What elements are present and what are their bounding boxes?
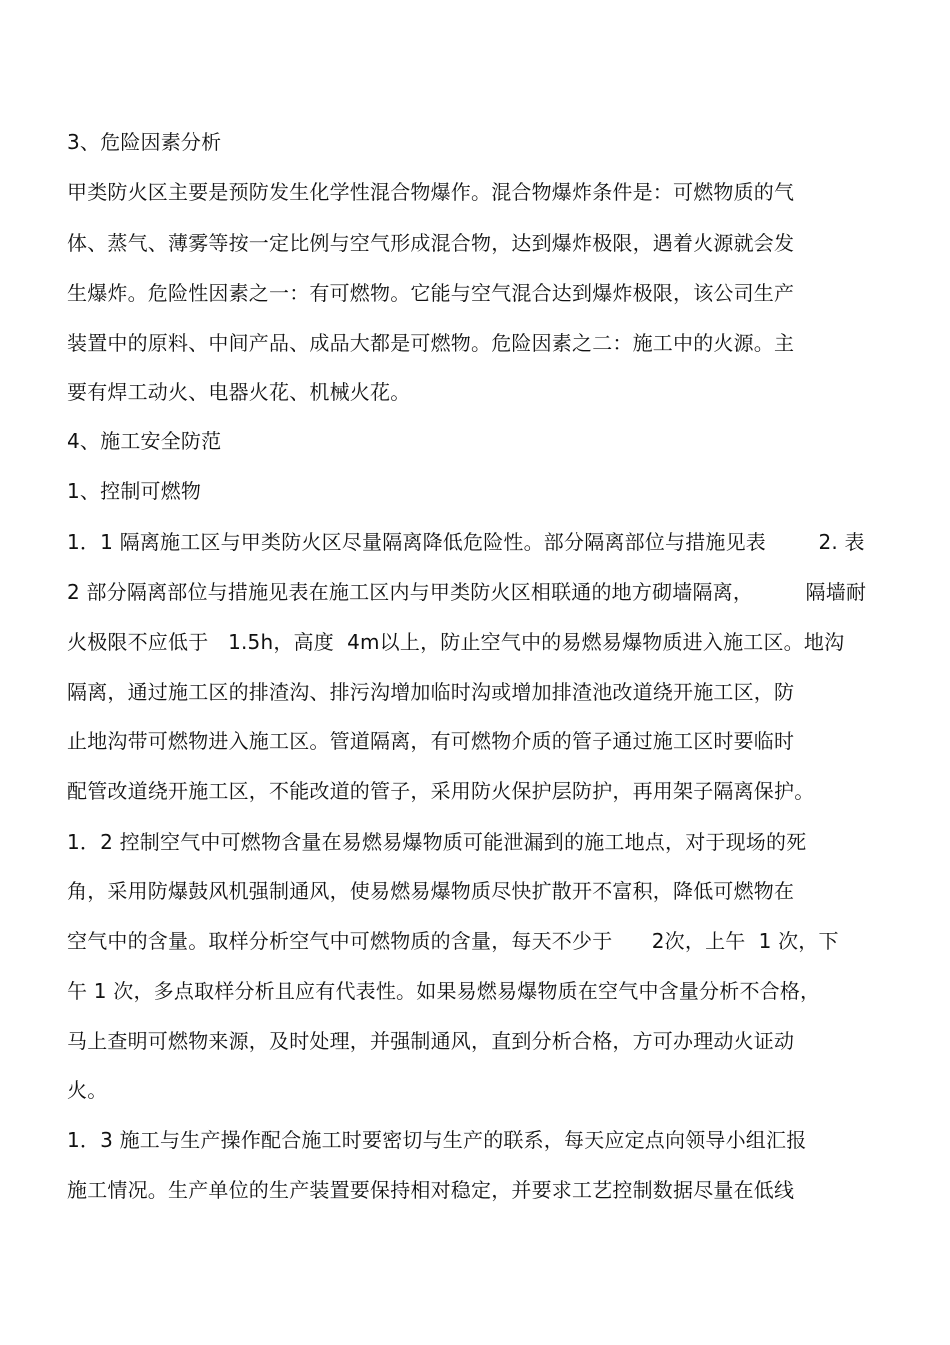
paragraph-line: 施工情况。生产单位的生产装置要保持相对稳定，并要求工艺控制数据尽量在低线 xyxy=(67,1178,795,1202)
section-heading-3: 3、危险因素分析 xyxy=(67,130,222,154)
paragraph-line: 午 1 次，多点取样分析且应有代表性。如果易燃易爆物质在空气中含量分析不合格， xyxy=(67,979,821,1003)
paragraph-line: 2 部分隔离部位与措施见表在施工区内与甲类防火区相联通的地方砌墙隔离， 隔墙耐 xyxy=(67,580,867,604)
paragraph-line: 火。 xyxy=(67,1078,108,1102)
paragraph-line: 止地沟带可燃物进入施工区。管道隔离，有可燃物介质的管子通过施工区时要临时 xyxy=(67,729,795,753)
paragraph-line: 甲类防火区主要是预防发生化学性混合物爆作。混合物爆炸条件是：可燃物质的气 xyxy=(67,180,795,204)
paragraph-line: 1．1 隔离施工区与甲类防火区尽量隔离降低危险性。部分隔离部位与措施见表 2. 表 xyxy=(67,530,865,554)
paragraph-line: 生爆炸。危险性因素之一：有可燃物。它能与空气混合达到爆炸极限，该公司生产 xyxy=(67,281,795,305)
paragraph-line: 马上查明可燃物来源，及时处理，并强制通风，直到分析合格，方可办理动火证动 xyxy=(67,1029,795,1053)
paragraph-line: 装置中的原料、中间产品、成品大都是可燃物。危险因素之二：施工中的火源。主 xyxy=(67,331,795,355)
paragraph-line: 配管改道绕开施工区，不能改道的管子，采用防火保护层防护，再用架子隔离保护。 xyxy=(67,779,815,803)
paragraph-line: 要有焊工动火、电器火花、机械火花。 xyxy=(67,380,411,404)
paragraph-line: 1．2 控制空气中可燃物含量在易燃易爆物质可能泄漏到的施工地点，对于现场的死 xyxy=(67,830,807,854)
paragraph-line: 角，采用防爆鼓风机强制通风，使易燃易爆物质尽快扩散开不富积，降低可燃物在 xyxy=(67,879,795,903)
subsection-heading-1: 1、控制可燃物 xyxy=(67,479,202,503)
paragraph-line: 体、蒸气、薄雾等按一定比例与空气形成混合物，达到爆炸极限，遇着火源就会发 xyxy=(67,231,795,255)
paragraph-line: 1．3 施工与生产操作配合施工时要密切与生产的联系，每天应定点向领导小组汇报 xyxy=(67,1128,807,1152)
paragraph-line: 火极限不应低于 1.5h，高度 4m以上，防止空气中的易燃易爆物质进入施工区。地沟 xyxy=(67,630,845,654)
paragraph-line: 隔离，通过施工区的排渣沟、排污沟增加临时沟或增加排渣池改道绕开施工区，防 xyxy=(67,680,795,704)
paragraph-line: 空气中的含量。取样分析空气中可燃物质的含量，每天不少于 2次，上午 1 次，下 xyxy=(67,929,839,953)
section-heading-4: 4、施工安全防范 xyxy=(67,429,222,453)
